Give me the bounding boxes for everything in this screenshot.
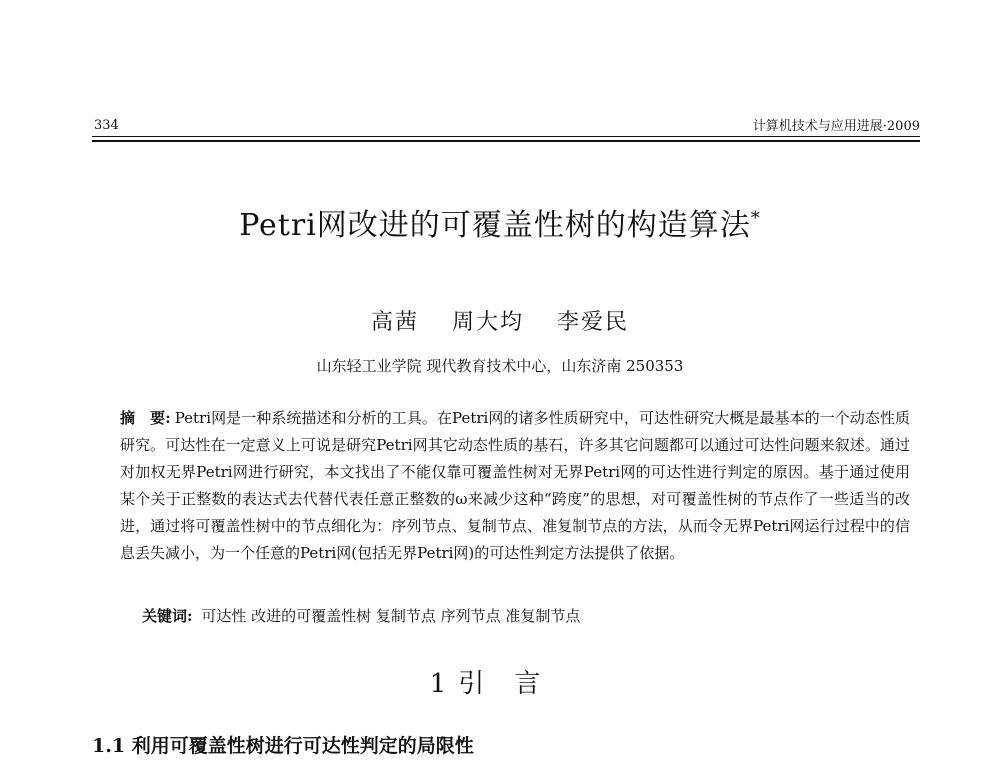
keywords	[142, 605, 902, 626]
title-footnote-mark: *	[750, 208, 761, 229]
author-1: 高茜	[370, 310, 419, 335]
paper-title	[0, 200, 1000, 244]
section-heading	[0, 663, 1000, 700]
affiliation: 山东轻工业学院 现代教育技术中心，山东济南 250353	[316, 357, 684, 375]
section-number: 1	[429, 669, 447, 699]
header-rule-thin	[92, 136, 920, 137]
abstract	[120, 405, 910, 567]
author-2: 周大均	[451, 310, 524, 335]
keywords-label: 关键词:	[142, 607, 193, 625]
subsection-heading	[92, 731, 474, 758]
abstract-label: 摘 要:	[120, 409, 171, 427]
page-number: 334	[94, 118, 119, 133]
section-title: 引言	[458, 669, 571, 699]
subsection-title: 利用可覆盖性树进行可达性判定的局限性	[131, 735, 474, 757]
paper-title-text: Petri网改进的可覆盖性树的构造算法	[239, 208, 751, 243]
header-rule-thick	[92, 140, 920, 142]
journal-header: 计算机技术与应用进展·2009	[752, 119, 920, 134]
author-list	[0, 305, 1000, 336]
abstract-text: Petri网是一种系统描述和分析的工具。在Petri网的诸多性质研究中，可达性研究大概是最基本的一个动态性质研究。可达性在一定意义上可说是研究Petri网其它动态性质的基石，许多其它问题都可以通过可达性问题来叙述。通过对加权无界Petri网进行研究，本文找出了不能仅靠可覆盖性树对无界Petri网的可达性进行判定的原因。基于通过使用某个关于正整数的表达式去代替代表任意正整数的ω来减少这种“跨度”的思想，对可覆盖性树的节点作了一些适当的改进，通过将可覆盖性树中的节点细化为：序列节点、复制节点、准复制节点的方法，从而令无界Petri网运行过程中的信息丢失减小，为一个任意的Petri网(包括无界Petri网)的可达性判定方法提供了依据。	[120, 409, 910, 562]
author-3: 李爱民	[557, 310, 630, 335]
keywords-text: 可达性 改进的可覆盖性树 复制节点 序列节点 准复制节点	[201, 607, 581, 625]
subsection-number: 1.1	[92, 735, 126, 757]
